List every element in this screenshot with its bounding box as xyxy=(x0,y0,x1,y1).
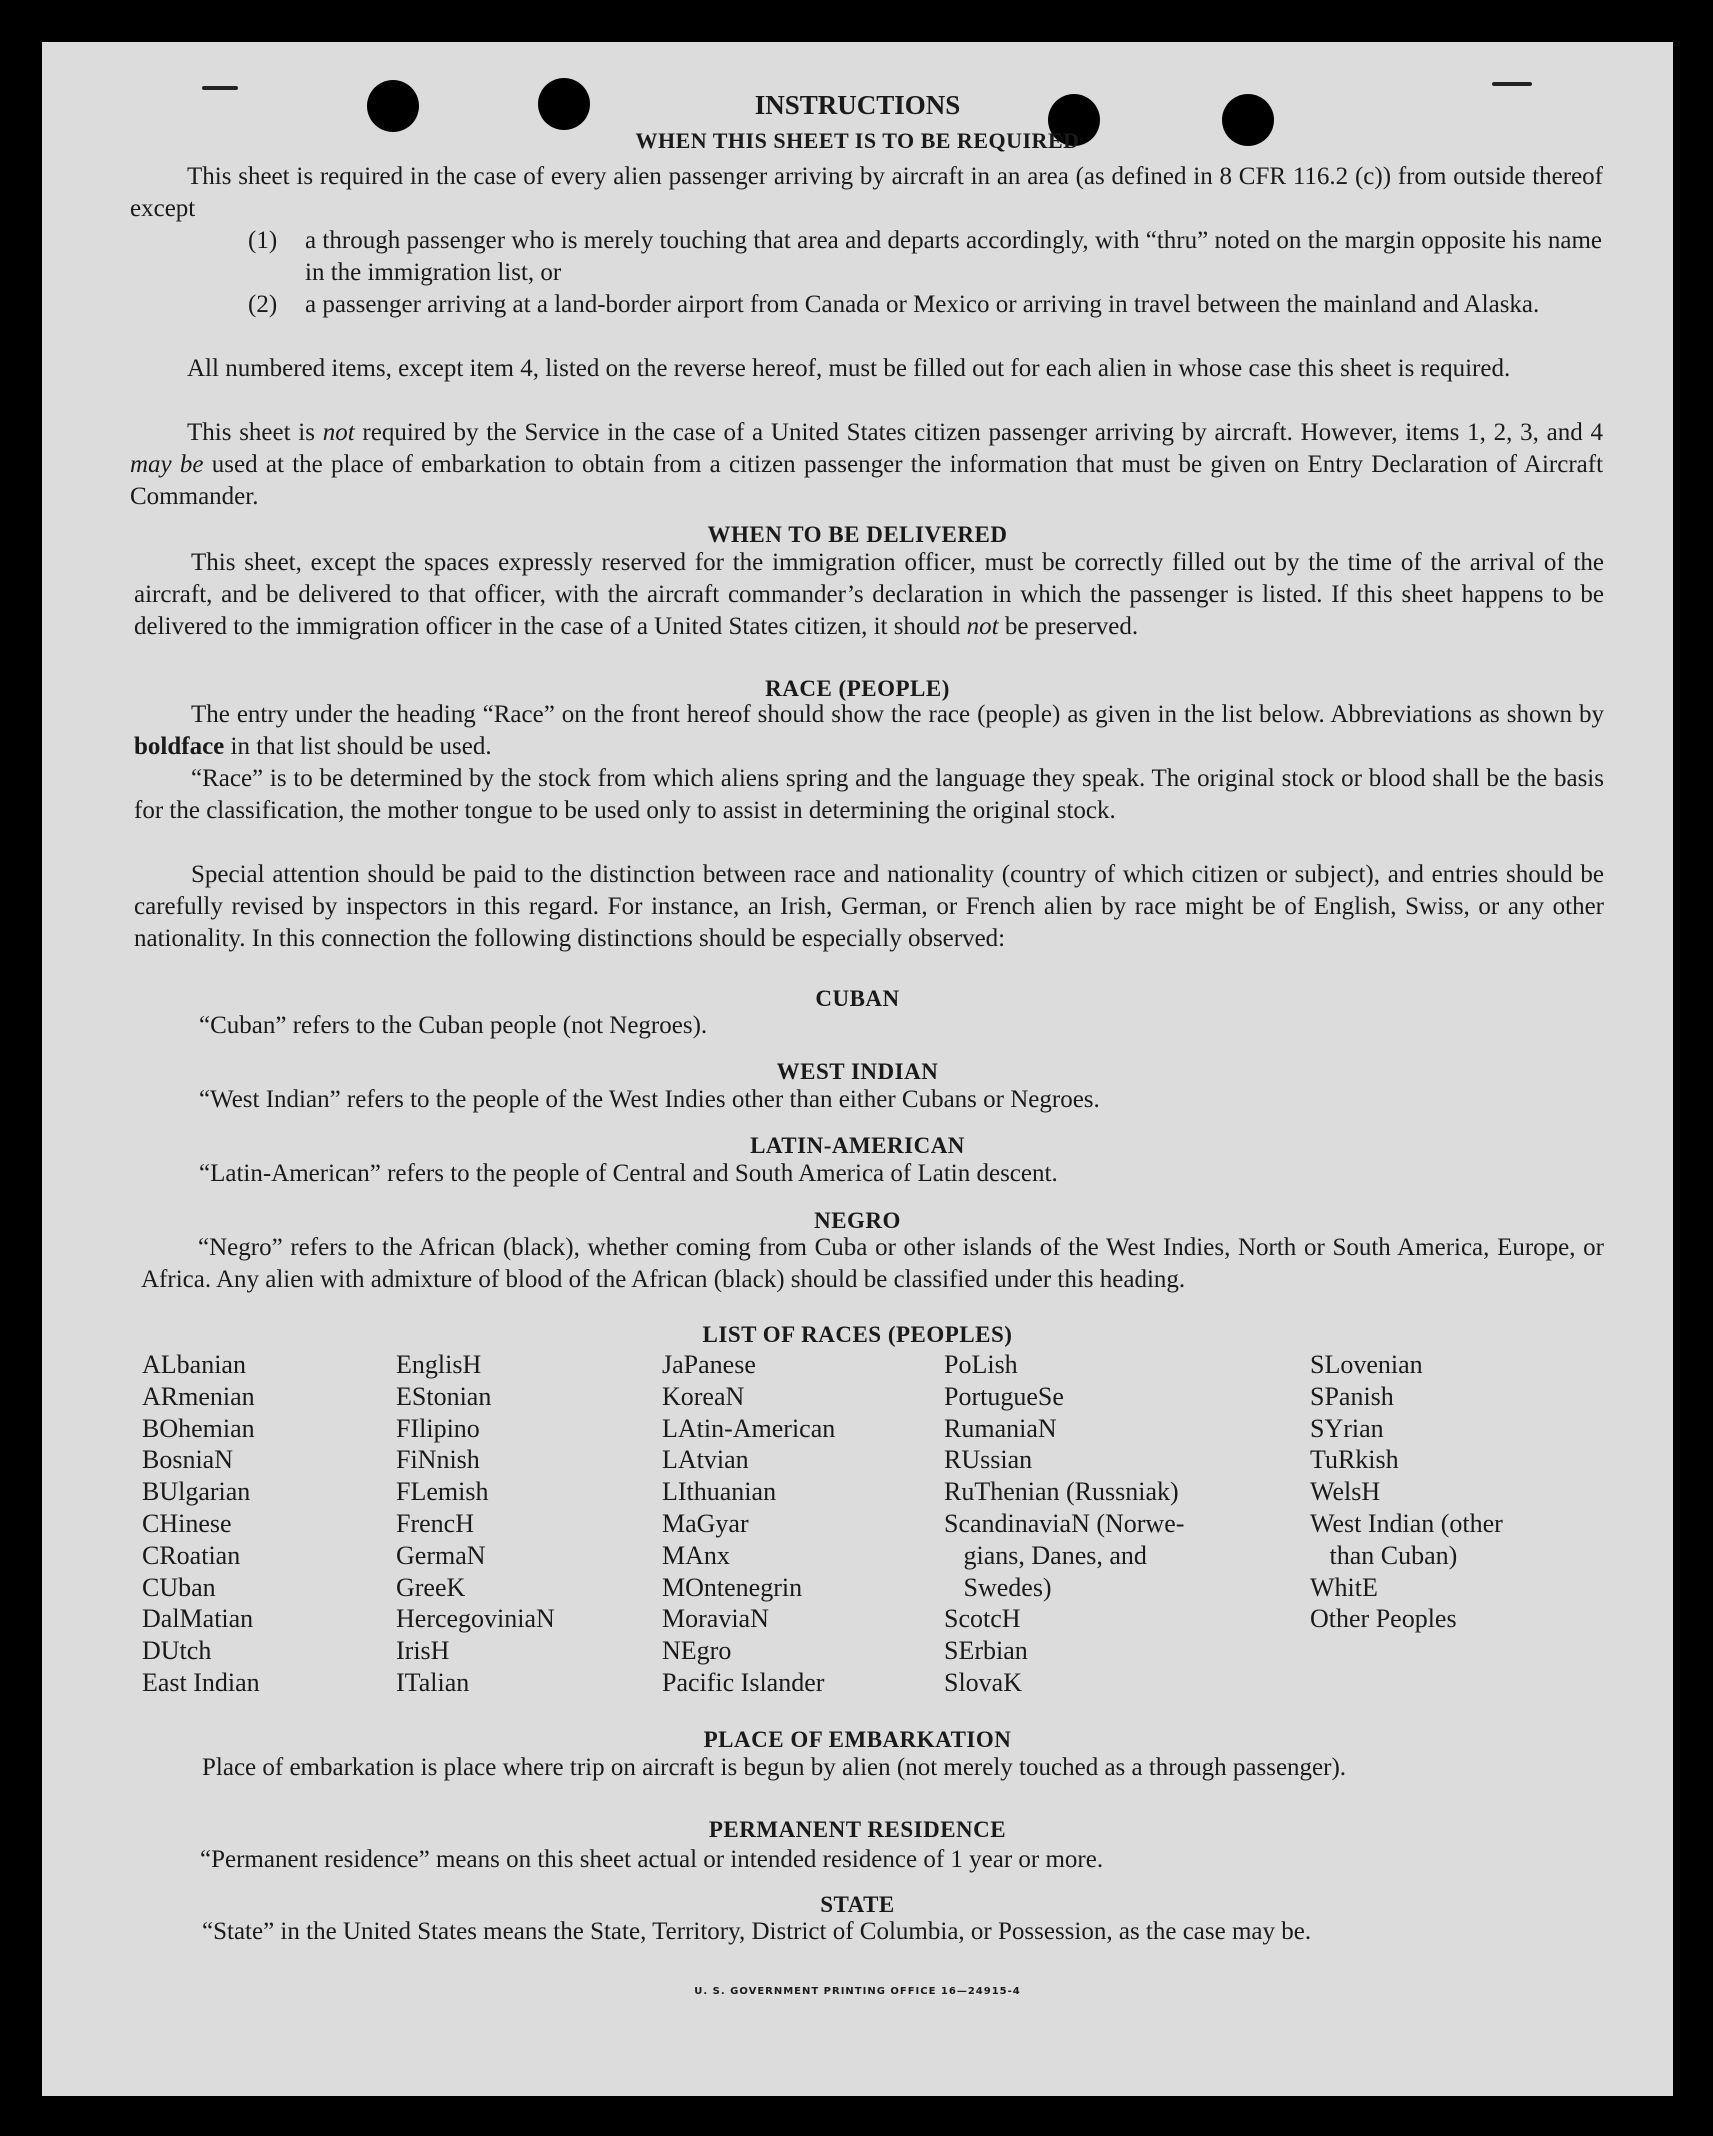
race-list-item: RumaniaN xyxy=(944,1413,1057,1443)
race-list-item: NEgro xyxy=(662,1636,732,1666)
page-title: INSTRUCTIONS xyxy=(754,90,961,120)
race-list-item: East Indian xyxy=(142,1667,260,1697)
paragraph: “State” in the United States means the State, Territory, District of Columbia, or Possession, as the case may be. xyxy=(202,1918,1312,1945)
race-list-item: DUtch xyxy=(142,1636,212,1666)
section-heading: PERMANENT RESIDENCE xyxy=(708,1817,1007,1842)
race-list-item: West Indian (other xyxy=(1310,1508,1503,1538)
race-list-item: ITalian xyxy=(396,1667,470,1697)
race-list-item: than Cuban) xyxy=(1310,1540,1458,1570)
race-list-item: GreeK xyxy=(396,1572,466,1602)
race-list-item: FIlipino xyxy=(396,1413,480,1443)
race-list-item: BUlgarian xyxy=(142,1477,251,1507)
race-list-item: GermaN xyxy=(396,1540,486,1570)
race-list-column xyxy=(142,1349,260,1699)
section-heading: NEGRO xyxy=(814,1208,901,1233)
race-list-item: WhitE xyxy=(1310,1572,1378,1602)
paragraph: The entry under the heading “Race” on the front hereof should show the race (people) as given in the list below. Abbreviations as shown by boldface in that list should be used. xyxy=(134,701,1604,760)
race-list-item: IrisH xyxy=(396,1636,450,1666)
race-list-item: ARmenian xyxy=(142,1381,255,1411)
race-list-item: CUban xyxy=(142,1572,216,1602)
race-list-item: MoraviaN xyxy=(662,1604,769,1634)
race-list-item: PoLish xyxy=(944,1350,1018,1379)
race-list-item: JaPanese xyxy=(662,1350,756,1379)
item-number: (1) xyxy=(248,227,278,254)
section-heading: WEST INDIAN xyxy=(776,1059,939,1084)
race-list-item: BosniaN xyxy=(142,1445,233,1475)
paragraph: Place of embarkation is place where trip on aircraft is begun by alien (not merely touched as a through passenger). xyxy=(202,1754,1347,1781)
paragraph: Special attention should be paid to the distinction between race and nationality (country of which citizen or subject), and entries should be carefully revised by inspectors in this regard. For instance, an Irish, German, or French alien by race might be of English, Swiss, or any other nationality. In this connection the following distinctions should be especially observed: xyxy=(134,861,1604,952)
race-list-item: RuThenian (Russniak) xyxy=(944,1477,1179,1507)
race-list-column xyxy=(1310,1349,1503,1635)
document-sheet xyxy=(42,42,1673,2096)
paragraph: This sheet is not required by the Service in the case of a United States citizen passenger arriving by aircraft. However, items 1, 2, 3, and 4 may be used at the place of embarkation to obtain from a citizen passenger the information that must be given on Entry Declaration of Aircraft Commander. xyxy=(130,419,1604,510)
paragraph: “Race” is to be determined by the stock from which aliens spring and the language they speak. The original stock or blood shall be the basis for the classification, the mother tongue to be used only to assist in determining the original stock. xyxy=(134,765,1604,824)
list-item: a passenger arriving at a land-border airport from Canada or Mexico or arriving in travel between the mainland and Alaska. xyxy=(305,291,1540,318)
race-list-item: SLovenian xyxy=(1310,1350,1423,1379)
list-item: a through passenger who is merely touching that area and departs accordingly, with “thru” noted on the margin opposite his name in the immigration list, or xyxy=(305,227,1602,286)
race-list-item: DalMatian xyxy=(142,1604,254,1634)
race-list-item: TuRkish xyxy=(1310,1445,1399,1475)
race-list-column xyxy=(662,1349,835,1699)
race-list-item: Other Peoples xyxy=(1310,1604,1457,1634)
race-list-item: WelsH xyxy=(1310,1477,1381,1507)
item-number: (2) xyxy=(248,291,278,318)
section-heading: WHEN TO BE DELIVERED xyxy=(707,522,1008,547)
definition-text: “Latin-American” refers to the people of Central and South America of Latin descent. xyxy=(199,1160,1058,1187)
section-heading: LATIN-AMERICAN xyxy=(750,1133,965,1158)
race-list-item: MOntenegrin xyxy=(662,1572,803,1602)
section-heading: LIST OF RACES (PEOPLES) xyxy=(702,1322,1013,1347)
race-list-item: ALbanian xyxy=(142,1350,246,1379)
race-list-item: EnglisH xyxy=(396,1350,482,1379)
race-list-item: EStonian xyxy=(396,1381,492,1411)
race-list-item: FrencH xyxy=(396,1508,474,1538)
race-list-item: FiNnish xyxy=(396,1445,480,1475)
race-list-item: CRoatian xyxy=(142,1540,241,1570)
scan-mark xyxy=(1492,82,1532,86)
race-list-item: BOhemian xyxy=(142,1413,255,1443)
race-list-item: ScandinaviaN (Norwe- xyxy=(944,1508,1185,1538)
race-list-item: LAtin-American xyxy=(662,1413,836,1443)
section-heading: RACE (PEOPLE) xyxy=(765,676,950,701)
section-heading: STATE xyxy=(820,1892,895,1917)
race-list-item: FLemish xyxy=(396,1477,489,1507)
race-list-item: CHinese xyxy=(142,1508,232,1538)
paragraph: This sheet, except the spaces expressly reserved for the immigration officer, must be correctly filled out by the time of the arrival of the aircraft, and be delivered to that officer, with the aircraft commander’s declaration in which the passenger is listed. If this sheet happens to be delivered to the immigration officer in the case of a United States citizen, it should not be preserved. xyxy=(134,549,1604,640)
race-list-item: gians, Danes, and xyxy=(944,1540,1147,1570)
printer-imprint: U. S. GOVERNMENT PRINTING OFFICE 16—24915-4 xyxy=(694,1986,1021,1997)
paragraph: All numbered items, except item 4, listed on the reverse hereof, must be filled out for each alien in whose case this sheet is required. xyxy=(187,355,1511,382)
paragraph: This sheet is required in the case of every alien passenger arriving by aircraft in an area (as defined in 8 CFR 116.2 (c)) from outside thereof except xyxy=(130,163,1603,222)
race-list-item: KoreaN xyxy=(662,1381,745,1411)
section-heading: CUBAN xyxy=(815,986,900,1011)
race-list-item: SErbian xyxy=(944,1636,1028,1666)
race-list-item: MaGyar xyxy=(662,1508,749,1538)
race-list-item: SlovaK xyxy=(944,1667,1022,1697)
race-list-column xyxy=(396,1349,555,1699)
race-list-item: LAtvian xyxy=(662,1445,749,1475)
race-list-item: SPanish xyxy=(1310,1381,1394,1411)
race-list-item: PortugueSe xyxy=(944,1381,1064,1411)
definition-text: “Permanent residence” means on this sheet actual or intended residence of 1 year or more. xyxy=(200,1846,1104,1873)
race-list-item: SYrian xyxy=(1310,1413,1384,1443)
paragraph: “Negro” refers to the African (black), whether coming from Cuba or other islands of the West Indies, North or South America, Europe, or Africa. Any alien with admixture of blood of the African (black) should be classified under this heading. xyxy=(141,1234,1604,1293)
definition-text: “West Indian” refers to the people of the West Indies other than either Cubans or Negroes. xyxy=(199,1086,1100,1113)
race-list-column xyxy=(944,1349,1184,1699)
race-list-item: LIthuanian xyxy=(662,1477,777,1507)
race-list-item: MAnx xyxy=(662,1540,730,1570)
section-heading: WHEN THIS SHEET IS TO BE REQUIRED xyxy=(635,128,1080,153)
race-list-item: HercegoviniaN xyxy=(396,1604,555,1634)
race-list-item: ScotcH xyxy=(944,1604,1021,1634)
race-list-item: Swedes) xyxy=(944,1572,1052,1602)
definition-text: “Cuban” refers to the Cuban people (not Negroes). xyxy=(199,1012,708,1039)
race-list-item: Pacific Islander xyxy=(662,1667,825,1697)
race-list-item: RUssian xyxy=(944,1445,1033,1475)
section-heading: PLACE OF EMBARKATION xyxy=(703,1727,1012,1752)
